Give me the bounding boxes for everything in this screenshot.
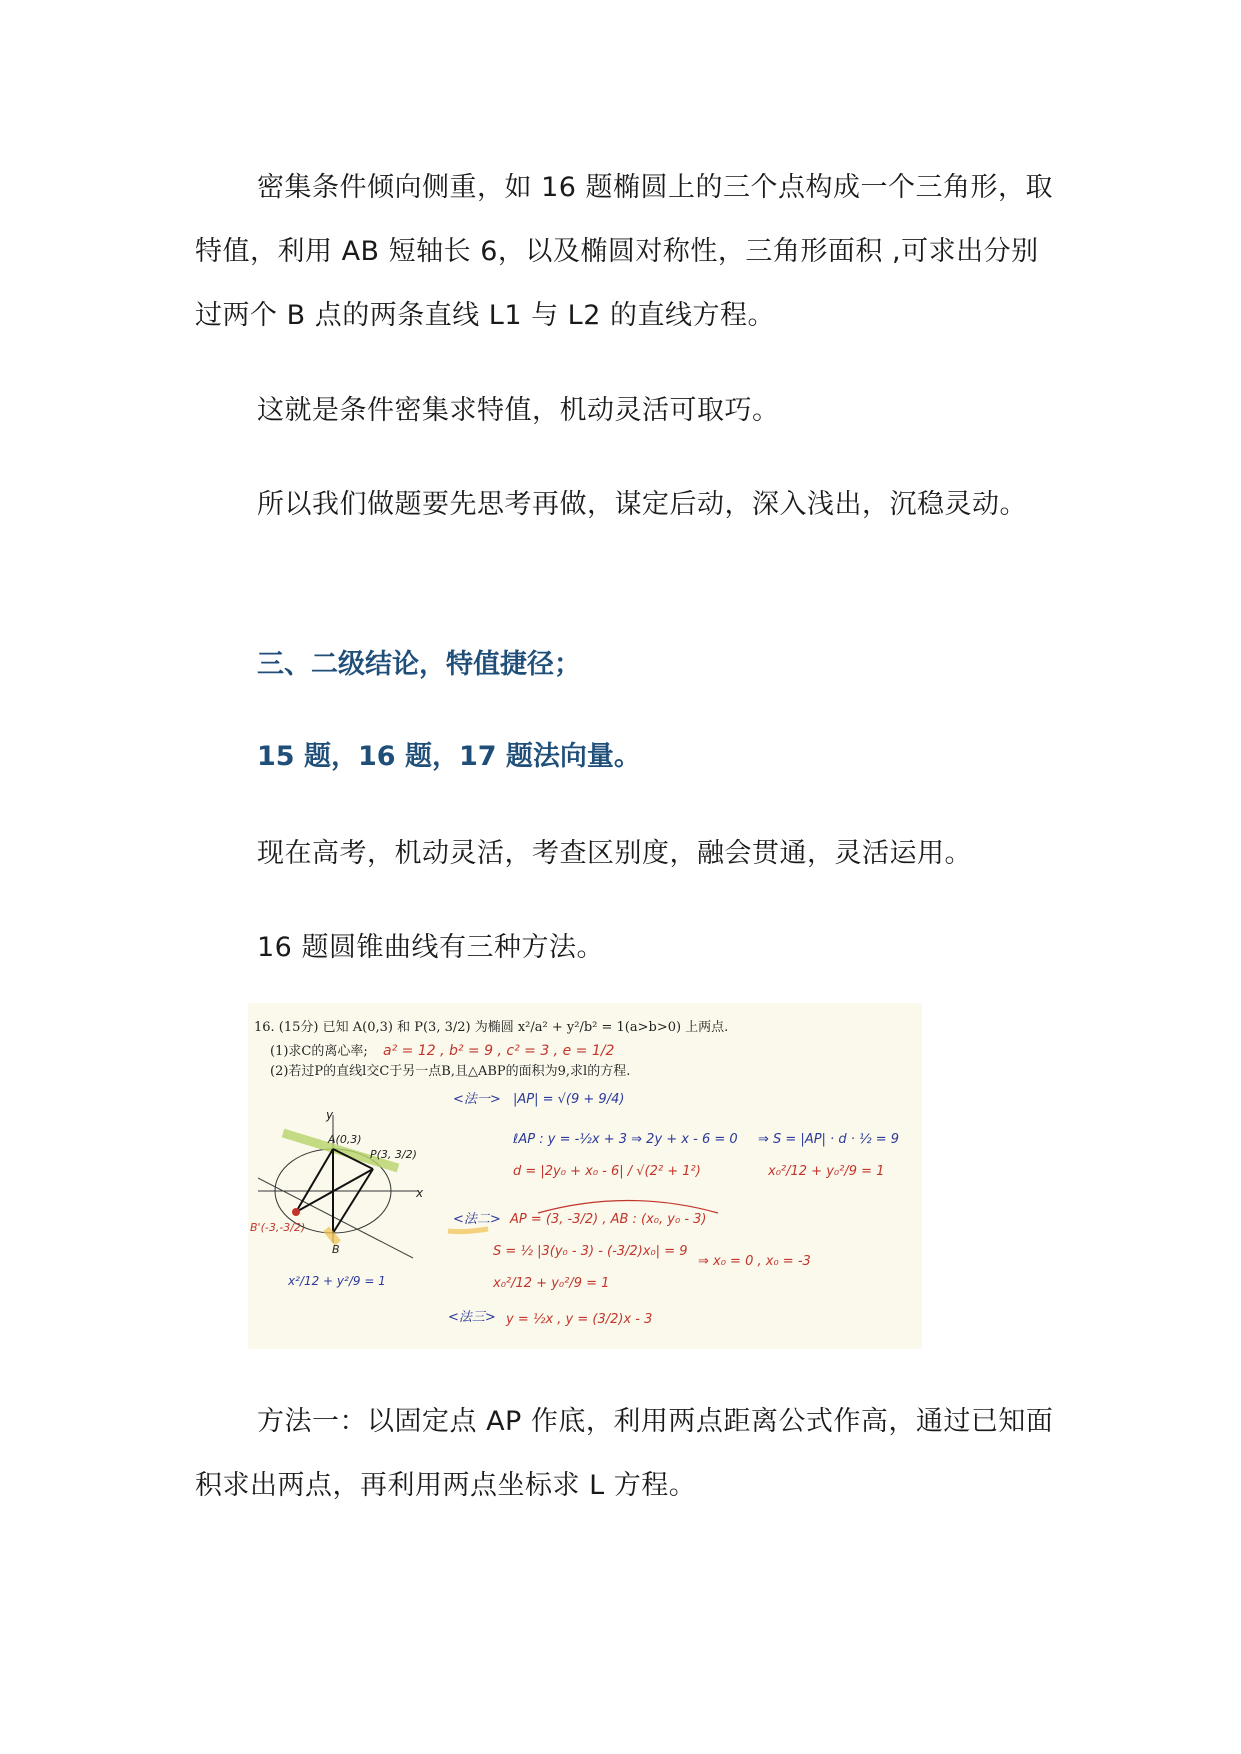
section-heading-3: 三、二级结论，特值捷径；: [257, 649, 581, 680]
method2-result: ⇒ x₀ = 0 , x₀ = -3: [698, 1254, 811, 1269]
segment-pb: [333, 1169, 373, 1233]
method1-label: <法一>: [453, 1092, 501, 1107]
method1-distance: d = |2y₀ + x₀ - 6| / √(2² + 1²): [513, 1164, 701, 1179]
graph-b-prime-label: B'(-3,-3/2): [250, 1221, 306, 1234]
method2-ellipse: x₀²/12 + y₀²/9 = 1: [493, 1276, 610, 1291]
problem-line-3: (2)若过P的直线l交C于另一点B,且△ABP的面积为9,求l的方程.: [270, 1064, 631, 1079]
graph-b-label: B: [332, 1243, 340, 1256]
method3-label: <法三>: [448, 1310, 496, 1325]
graph-ellipse-equation: x²/12 + y²/9 = 1: [288, 1274, 386, 1288]
method2-highlight: [448, 1229, 488, 1232]
solution-figure-svg: [248, 1003, 922, 1349]
method1-ap-length: |AP| = √(9 + 9/4): [513, 1092, 625, 1107]
ellipse-graph: [250, 1108, 424, 1288]
method1-line-ap: ℓAP : y = -½x + 3 ⇒ 2y + x - 6 = 0: [513, 1132, 738, 1147]
method1-area: ⇒ S = |AP| · d · ½ = 9: [758, 1132, 900, 1147]
graph-x-label: x: [416, 1186, 424, 1200]
paragraph-method-one: 方法一：以固定点 AP 作底，利用两点距离公式作高，通过已知面积求出两点，再利用两点坐标求 L 方程。: [195, 1406, 1054, 1501]
paragraph-dense-conditions: 密集条件倾向侧重，如 16 题椭圆上的三个点构成一个三角形，取特值，利用 AB 短轴长 6，以及椭圆对称性，三角形面积 ,可求出分别过两个 B 点的两条直线 L1 与 L2 的直线方程。: [195, 172, 1054, 331]
section-subheading: 15 题，16 题，17 题法向量。: [257, 741, 641, 772]
problem-line-1: 16. (15分) 已知 A(0,3) 和 P(3, 3/2) 为椭圆 x²/a² + y²/b² = 1(a>b>0) 上两点.: [254, 1020, 729, 1035]
solution-figure: [248, 1003, 922, 1349]
method3-result: y = ½x , y = (3/2)x - 3: [506, 1312, 653, 1327]
graph-p-label: P(3, 3/2): [370, 1148, 417, 1161]
answer-eccentricity: a² = 12 , b² = 9 , c² = 3 , e = 1/2: [383, 1043, 615, 1059]
paragraph-special-value: 这就是条件密集求特值，机动灵活可取巧。: [257, 395, 780, 426]
b-highlight: [326, 1229, 338, 1243]
b-prime-point: [292, 1208, 300, 1216]
graph-a-label: A(0,3): [328, 1133, 362, 1146]
method2-area: S = ½ |3(y₀ - 3) - (-3/2)x₀| = 9: [493, 1244, 688, 1259]
method1-ellipse: x₀²/12 + y₀²/9 = 1: [768, 1164, 885, 1179]
paragraph-gaokao: 现在高考，机动灵活，考查区别度，融会贯通，灵活运用。: [257, 838, 972, 869]
method2-label: <法二>: [453, 1212, 501, 1227]
paragraph-three-methods: 16 题圆锥曲线有三种方法。: [257, 932, 604, 963]
graph-y-label: y: [326, 1108, 334, 1122]
paragraph-think-first: 所以我们做题要先思考再做，谋定后动，深入浅出，沉稳灵动。: [257, 489, 1027, 520]
problem-line-2: (1)求C的离心率;: [270, 1044, 368, 1059]
method2-vectors: AP = (3, -3/2) , AB : (x₀, y₀ - 3): [510, 1212, 707, 1227]
